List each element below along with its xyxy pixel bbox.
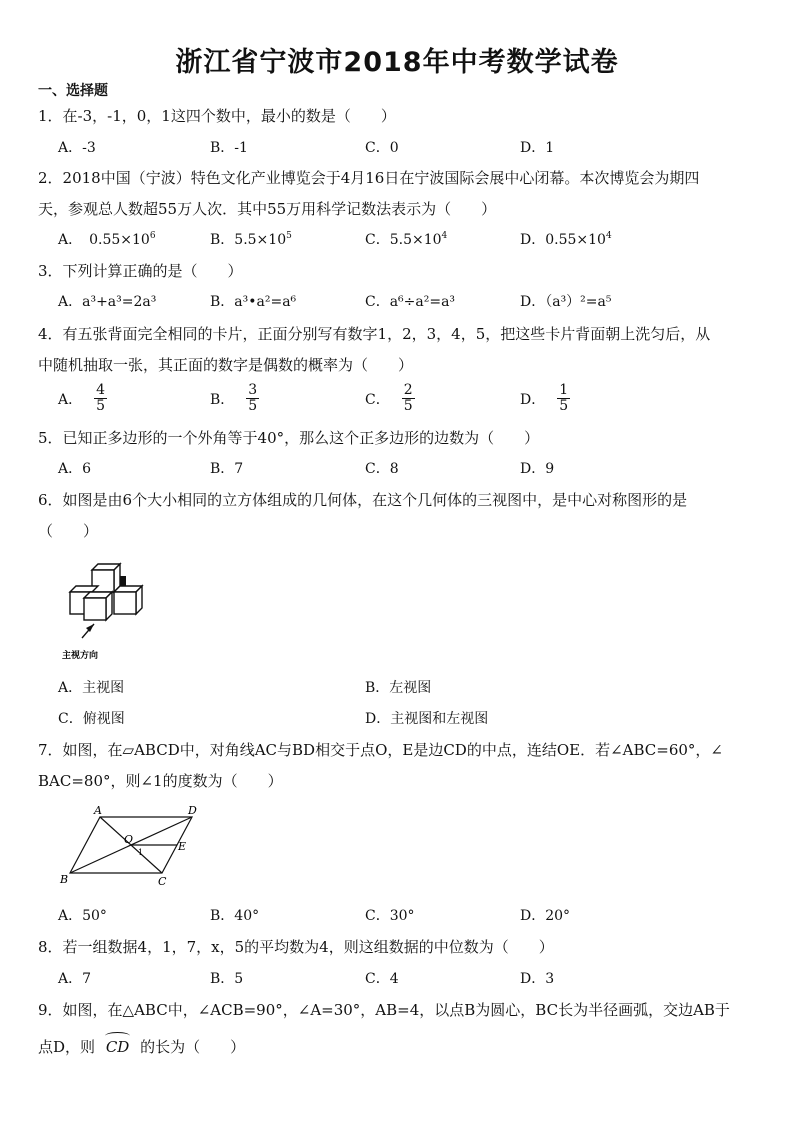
q8-option-b: B．5 <box>210 971 244 987</box>
parallelogram-figure <box>58 803 208 889</box>
question-4-line-2: 中随机抽取一张，其正面的数字是偶数的概率为（ ） <box>38 356 414 374</box>
q7-option-b: B．40° <box>210 908 260 924</box>
q3-option-c: C．a⁶÷a²=a³ <box>365 294 456 310</box>
q5-option-b: B．7 <box>210 461 244 477</box>
question-6-line-1: 6．如图是由6个大小相同的立方体组成的几何体，在这个几何体的三视图中，是中心对称图形的是 <box>38 491 688 509</box>
q3-option-a: A．a³+a³=2a³ <box>58 294 157 310</box>
q6-option-a: A．主视图 <box>58 680 125 696</box>
point-label-e: E <box>178 840 187 853</box>
q1-option-d: D．1 <box>520 140 555 156</box>
q6-option-c: C．俯视图 <box>58 711 125 727</box>
fraction: 4 5 <box>96 382 106 414</box>
q3-option-d: D．（a³）²=a⁵ <box>520 294 612 310</box>
point-label-d: D <box>188 804 197 817</box>
question-5: 5．已知正多边形的一个外角等于40°，那么这个正多边形的边数为（ ） <box>38 429 540 447</box>
question-4-line-1: 4．有五张背面完全相同的卡片，正面分别写有数字1，2，3，4，5，把这些卡片背面朝上洗匀后，从 <box>38 325 711 343</box>
q6-option-b: B．左视图 <box>365 680 432 696</box>
section-heading: 一、选择题 <box>38 83 108 99</box>
q8-option-a: A．7 <box>58 971 92 987</box>
angle-label-1: 1 <box>138 848 144 857</box>
question-2-line-1: 2．2018中国（宁波）特色文化产业博览会于4月16日在宁波国际会展中心闭幕。本次博览会为期四 <box>38 169 700 187</box>
q8-option-c: C．4 <box>365 971 399 987</box>
arc-cd: CD <box>106 1037 130 1057</box>
q4-option-d: D． 1 5 <box>520 382 569 414</box>
question-7-line-2: BAC=80°，则∠1的度数为（ ） <box>38 772 283 790</box>
q4-option-b: B． 3 5 <box>210 382 258 414</box>
cube-solid-figure <box>58 560 168 665</box>
q2-option-b: B．$5.5\times 10^5$ <box>210 231 292 248</box>
q3-option-b: B．a³•a²=a⁶ <box>210 294 297 310</box>
q4-option-c: C． 2 5 <box>365 382 413 414</box>
question-9-line-2: 点D，则 CD 的长为（ ） <box>38 1037 245 1057</box>
q5-option-c: C．8 <box>365 461 399 477</box>
q1-option-c: C．0 <box>365 140 399 156</box>
q8-option-d: D．3 <box>520 971 555 987</box>
fraction: 3 5 <box>248 382 258 414</box>
question-3: 3．下列计算正确的是（ ） <box>38 262 243 280</box>
fraction: 1 5 <box>559 382 569 414</box>
page-title: 浙江省宁波市2018年中考数学试卷 <box>175 47 619 78</box>
q1-option-b: B．-1 <box>210 140 248 156</box>
question-2-line-2: 天，参观总人数超55万人次．其中55万用科学记数法表示为（ ） <box>38 200 497 218</box>
q2-option-c: C．$5.5\times 10^4$ <box>365 231 448 248</box>
question-7-line-1: 7．如图，在▱ABCD中，对角线AC与BD相交于点O，E是边CD的中点，连结OE．若∠ABC=60°，∠ <box>38 741 723 759</box>
figure-label: 主视方向 <box>62 651 99 661</box>
question-8: 8．若一组数据4，1，7，x，5的平均数为4，则这组数据的中位数为（ ） <box>38 938 554 956</box>
fraction: 2 5 <box>403 382 413 414</box>
q7-option-a: A．50° <box>58 908 107 924</box>
q7-option-d: D．20° <box>520 908 571 924</box>
point-label-c: C <box>158 875 167 888</box>
question-1: 1．在-3，-1，0，1这四个数中，最小的数是（ ） <box>38 107 396 125</box>
question-9-line-1: 9．如图，在△ABC中，∠ACB=90°，∠A=30°，AB=4，以点B为圆心，BC长为半径画弧，交边AB于 <box>38 1001 730 1019</box>
q2-option-a: A． $0.55\times 10^6$ <box>58 231 156 248</box>
point-label-a: A <box>94 804 102 817</box>
q5-option-d: D．9 <box>520 461 555 477</box>
q1-option-a: A．-3 <box>58 140 96 156</box>
point-label-o: O <box>124 833 134 846</box>
q6-option-d: D．主视图和左视图 <box>365 711 489 727</box>
q2-option-d: D．$0.55\times 10^4$ <box>520 231 612 248</box>
point-label-b: B <box>60 873 69 886</box>
question-6-line-2: （ ） <box>38 522 99 540</box>
q4-option-a: A． 4 5 <box>58 382 106 414</box>
q7-option-c: C．30° <box>365 908 415 924</box>
q5-option-a: A．6 <box>58 461 92 477</box>
